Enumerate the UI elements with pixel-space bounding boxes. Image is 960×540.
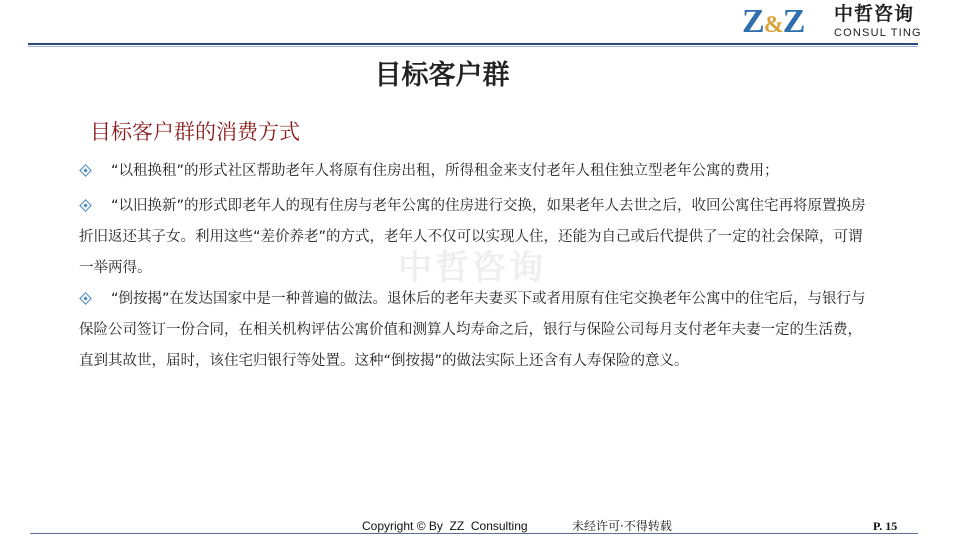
slide-subtitle: 目标客户群的消费方式	[90, 120, 300, 144]
footer-copyright: Copyright © By ZZ Consulting	[362, 519, 528, 533]
logo-english-name: CONSUL TING	[834, 27, 922, 39]
paragraph-text: “倒按揭”在发达国家中是一种普遍的做法。退休后的老年夫妻买下或者用原有住宅交换老年公寓中的住宅后，与银行与保险公司签订一份合同，在相关机构评估公寓价值和测算人均寿命之后，银行与保险公司每月支付老年夫妻一定的生活费，直到其故世，届时，该住宅归银行等处置。这种“倒按揭”的做法实际上还含有人寿保险的意义。	[79, 291, 866, 369]
diamond-bullet-icon	[79, 164, 91, 176]
paragraph-old-for-new	[79, 191, 871, 284]
logo-chinese-name: 中哲咨询	[834, 3, 915, 25]
logo-mark: Z&Z	[742, 3, 805, 40]
header-rule-thin	[28, 46, 918, 47]
paragraph-text: “以旧换新”的形式即老年人的现有住房与老年公寓的住房进行交换，如果老年人去世之后，收回公寓住宅再将原置换房折旧返还其子女。利用这些“差价养老”的方式，老年人不仅可以实现人住，还能为自己或后代提供了一定的社会保障，可谓一举两得。	[79, 198, 866, 276]
paragraph-rent-exchange	[79, 156, 871, 187]
footer-notice: 未经许可·不得转载	[572, 519, 672, 533]
paragraph-text: “以租换租”的形式社区帮助老年人将原有住房出租，所得租金来支付老年人租住独立型老年公寓的费用；	[111, 163, 779, 179]
header-rule	[28, 43, 918, 45]
page-number: P. 15	[873, 519, 898, 533]
diamond-bullet-icon	[79, 199, 91, 211]
footer-rule	[30, 533, 918, 534]
company-logo	[742, 4, 922, 40]
watermark: 中哲咨询	[398, 248, 546, 288]
diamond-bullet-icon	[79, 292, 91, 304]
paragraph-reverse-mortgage	[79, 284, 871, 377]
slide-title: 目标客户群	[374, 60, 510, 91]
